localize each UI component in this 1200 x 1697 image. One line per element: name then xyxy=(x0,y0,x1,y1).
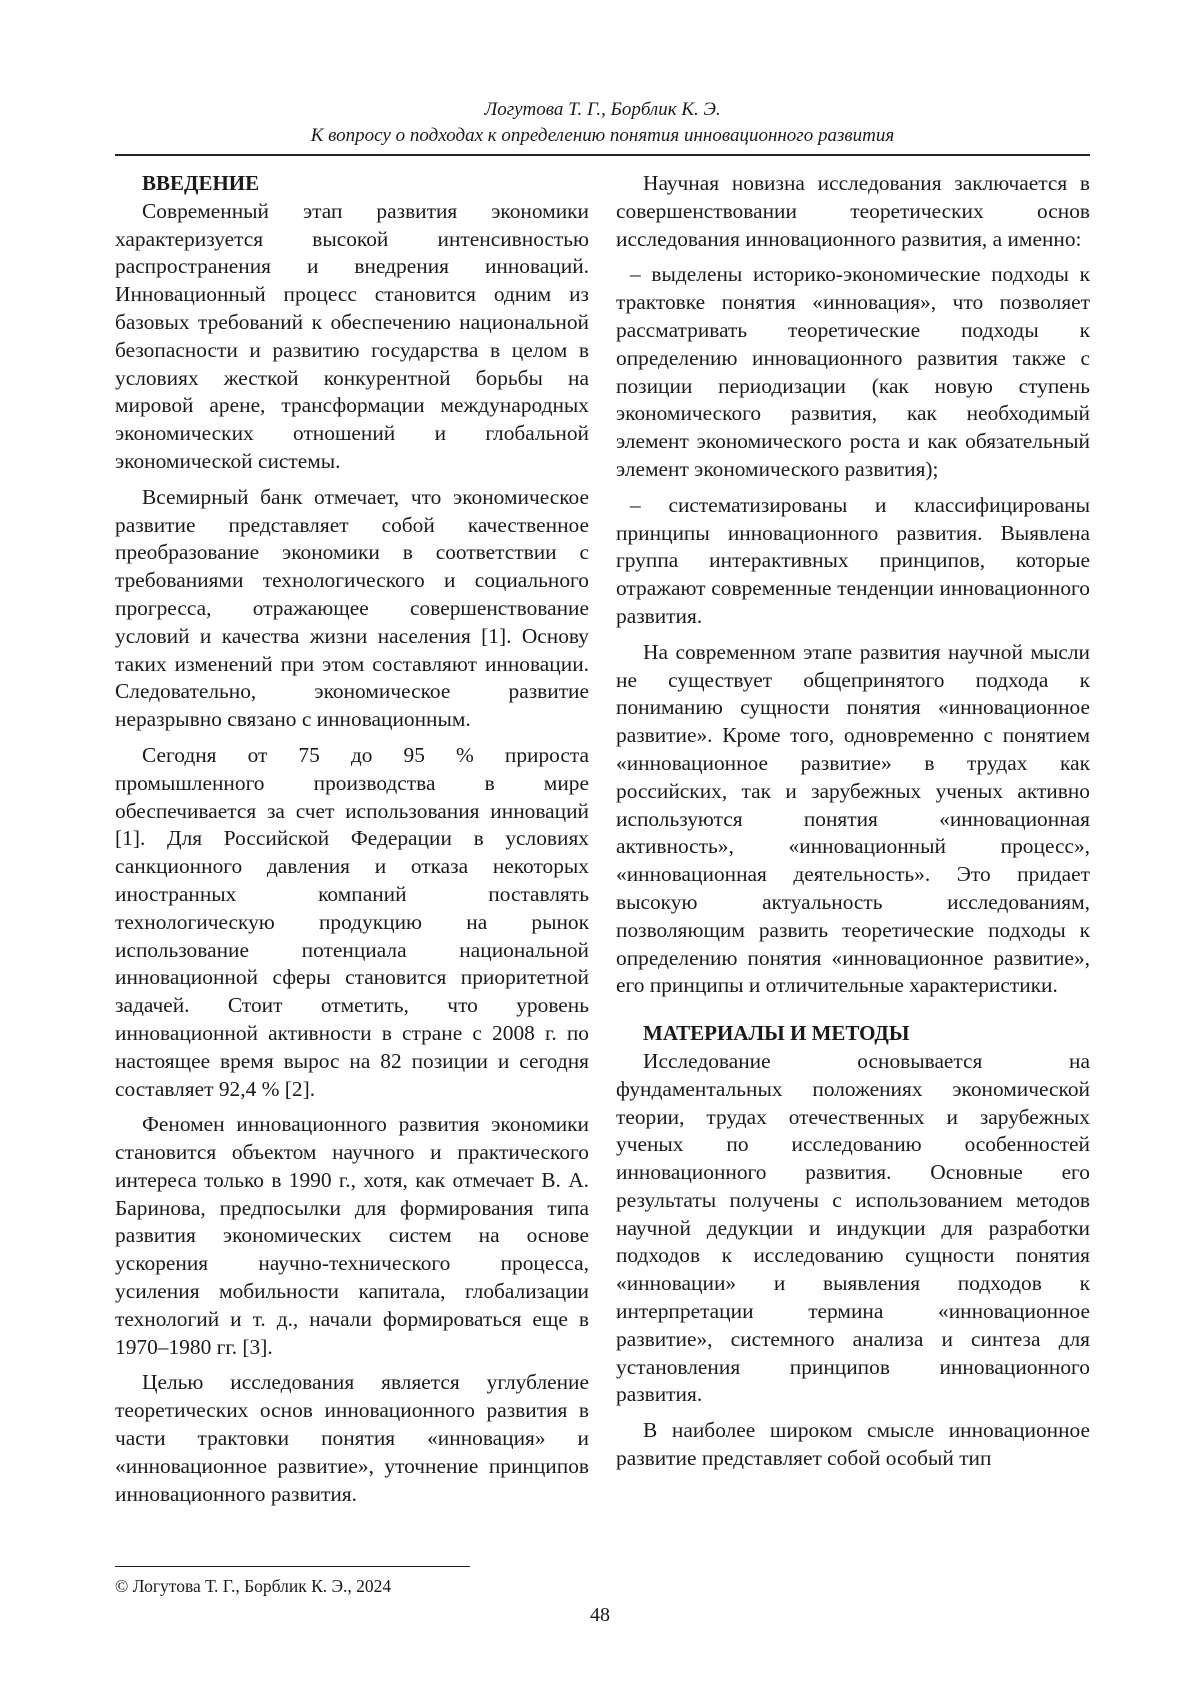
running-header xyxy=(115,97,1090,149)
header-rule xyxy=(115,154,1090,156)
section-title-materials-methods: МАТЕРИАЛЫ И МЕТОДЫ xyxy=(643,1021,910,1046)
copyright-footnote: © Логутова Т. Г., Борблик К. Э., 2024 xyxy=(115,1576,392,1596)
page-number: 48 xyxy=(590,1604,610,1626)
paragraph: В наиболее широком смысле инновационное развитие представляет собой особый тип xyxy=(616,1418,1090,1471)
paragraph: Всемирный банк отмечает, что экономическое развитие представляет собой качественное преобразование экономики в соответствии с требованиями технологического и социального прогресса, отражающее совершенствование условий и качества жизни населения [1]. Основу таких изменений при этом составляют инновации. Следовательно, экономическое развитие неразрывно связано с инновационным. xyxy=(115,484,589,732)
footnote-rule xyxy=(115,1566,470,1567)
paragraph: Феномен инновационного развития экономики становится объектом научного и практического интереса только в 1990 г., хотя, как отмечает В. А. Баринова, предпосылки для формирования типа развития экономических систем на основе ускорения научно-технического процесса, усиления мобильности капитала, глобализации технологий и т. д., начали формироваться еще в 1970–1980 гг. [3]. xyxy=(115,1112,589,1359)
list-item: – выделены историко-экономические подходы к трактовке понятия «инновация», что позволяет рассматривать теоретические подходы к определению инновационного развития также с позиции периодизации (как новую ступень экономического развития, как необходимый элемент экономического роста и как обязательный элемент экономического развития); xyxy=(616,262,1090,481)
section-title-introduction: ВВЕДЕНИЕ xyxy=(142,171,260,195)
right-column xyxy=(616,170,1090,1481)
header-article-title: К вопросу о подходах к определению понятия инновационного развития xyxy=(310,125,895,146)
paragraph: На современном этапе развития научной мысли не существует общепринятого подхода к пониманию сущности понятия «инновационное развитие». Кроме того, одновременно с понятием «инновационное развитие» в трудах как российских, так и зарубежных ученых активно используются понятия «инновационная активность», «инновационный процесс», «инновационная деятельность». Это придает высокую актуальность исследованиям, позволяющим развить теоретические подходы к определению понятия «инновационное развитие», его принципы и отличительные характеристики. xyxy=(616,639,1090,998)
paragraph: Сегодня от 75 до 95 % прироста промышленного производства в мире обеспечивается за счет использования инноваций [1]. Для Российской Федерации в условиях санкционного давления и отказа некоторых иностранных компаний поставлять технологическую продукцию на рынок использование потенциала национальной инновационной сферы становится приоритетной задачей. Стоит отметить, что уровень инновационной активности в стране с 2008 г. по настоящее время вырос на 82 позиции и сегодня составляет 92,4 % [2]. xyxy=(115,742,589,1101)
left-column xyxy=(115,170,589,1516)
paragraph: Исследование основывается на фундаментальных положениях экономической теории, трудах отечественных и зарубежных ученых по исследованию особенностей инновационного развития. Основные его результаты получены с использованием методов научной дедукции и индукции для разработки подходов к исследованию сущности понятия «инновации» и выявления подходов к интерпретации термина «инновационное развитие», системного анализа и синтеза для установления принципов инновационного развития. xyxy=(616,1048,1090,1407)
header-authors: Логутова Т. Г., Борблик К. Э. xyxy=(484,99,721,120)
paragraph: Современный этап развития экономики характеризуется высокой интенсивностью распространения и внедрения инноваций. Инновационный процесс становится одним из базовых требований к обеспечению национальной безопасности и развитию государства в целом в условиях жесткой конкурентной борьбы на мировой арене, трансформации международных экономических отношений и глобальной экономической системы. xyxy=(115,198,589,473)
paragraph: Научная новизна исследования заключается в совершенствовании теоретических основ исследования инновационного развития, а именно: xyxy=(616,171,1090,251)
list-item: – систематизированы и классифицированы принципы инновационного развития. Выявлена группа интерактивных принципов, которые отражают современные тенденции инновационного развития. xyxy=(616,492,1090,628)
paragraph: Целью исследования является углубление теоретических основ инновационного развития в части трактовки понятия «инновация» и «инновационное развитие», уточнение принципов инновационного развития. xyxy=(115,1370,589,1506)
